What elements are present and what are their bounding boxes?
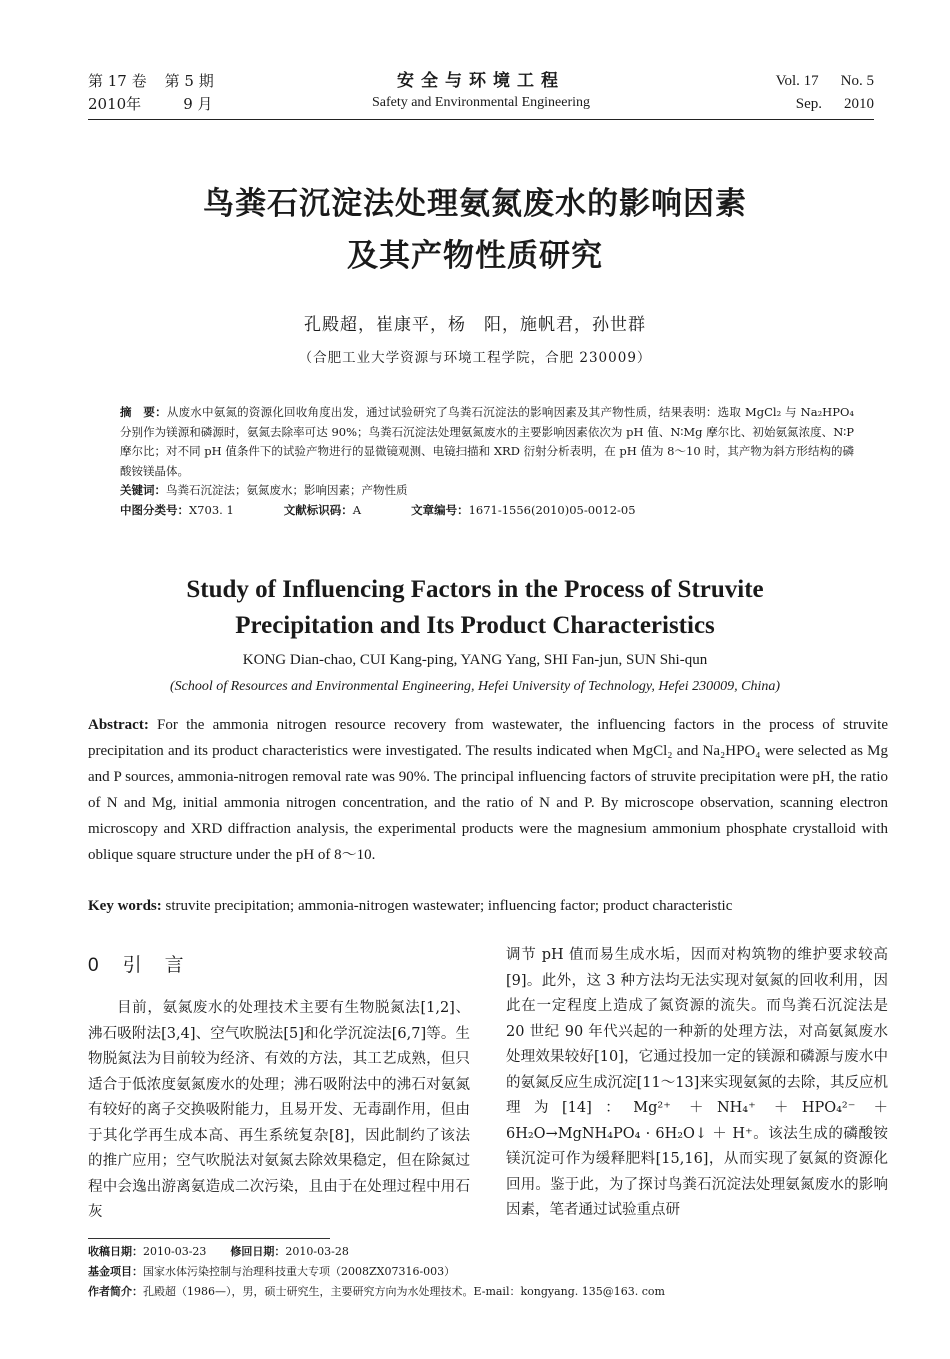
header-rule xyxy=(88,119,874,120)
received-date: 2010-03-23 xyxy=(143,1245,207,1258)
keywords-en-label: Key words: xyxy=(88,898,162,914)
revised-label: 修回日期： xyxy=(230,1245,286,1258)
title-cn-line2: 及其产物性质研究 xyxy=(347,238,603,274)
abstract-en xyxy=(88,712,888,868)
journal-name-en: Safety and Environmental Engineering xyxy=(371,95,591,110)
article-title-en xyxy=(40,572,910,644)
clc-value: X703. 1 xyxy=(189,502,234,517)
abstract-cn-label: 摘 要： xyxy=(120,405,167,419)
volume-cn: 第 17 卷 xyxy=(88,72,147,90)
received-label: 收稿日期： xyxy=(88,1245,143,1258)
body-column-right xyxy=(506,943,888,1224)
footnote-fund xyxy=(88,1262,888,1282)
authors-cn: 孔殿超，崔康平，杨 阳，施帆君，孙世群 xyxy=(304,315,646,335)
title-en-line1: Study of Influencing Factors in the Process of Struvite xyxy=(186,576,764,603)
issue-cn: 第 5 期 xyxy=(164,72,214,90)
header-center xyxy=(88,70,874,114)
journal-name-cn: 安全与环境工程 xyxy=(397,71,565,91)
header-right xyxy=(776,70,874,116)
revised-date: 2010-03-28 xyxy=(285,1245,349,1258)
running-header xyxy=(88,70,874,116)
body-column-left xyxy=(88,996,470,1226)
section-number: 0 xyxy=(88,955,101,976)
footnote-dates xyxy=(88,1242,888,1262)
title-en-line2: Precipitation and Its Product Characteristics xyxy=(235,612,715,639)
keywords-cn-label: 关键词： xyxy=(120,483,166,497)
body-right-text-1: 调节 pH 值而易生成水垢，因而对构筑物的维护要求较高[9]。此外，这 3 种方法均无法实现对氨氮的回收利用，因此在一定程度上造成了氮资源的流失。而鸟粪石沉淀法是 20 世纪 90 年代兴起的一种新的处理方法，对高氨氮废水处理效果较好[10]，它通过投加一定的镁源和磷源与废水中的氨氮反应生成沉淀[11～13]来实现氨氮的去除，其反应机理为[14]： xyxy=(506,947,888,1116)
keywords-cn-text: 鸟粪石沉淀法；氨氮废水；影响因素；产物性质 xyxy=(166,483,408,497)
volume-en: Vol. 17 xyxy=(775,73,819,89)
article-no-label: 文章编号： xyxy=(411,502,469,517)
article-title-cn xyxy=(60,178,890,282)
month-cn: 9 月 xyxy=(183,95,213,113)
clc-label: 中图分类号： xyxy=(120,502,189,517)
abstract-en-label: Abstract: xyxy=(88,717,149,733)
doc-code-value: A xyxy=(352,502,362,517)
abstract-cn-block xyxy=(120,403,854,520)
body-paragraph-left: 目前，氨氮废水的处理技术主要有生物脱氮法[1,2]、沸石吸附法[3,4]、空气吹脱法[5]和化学沉淀法[6,7]等。生物脱氮法为目前较为经济、有效的方法，其工艺成熟，但只适合于低浓度氨氮废水的处理；沸石吸附法中的沸石对氨氮有较好的离子交换吸附能力，且易开发、无毒副作用，但由于其化学再生成本高、再生系统复杂[8]，因此制约了该法的推广应用；空气吹脱法对氨氮去除效果稳定，但在除氮过程中会逸出游离氨造成二次污染，且由于在处理过程中用石灰 xyxy=(88,1000,470,1220)
year-en: 2010 xyxy=(844,96,874,112)
bio-label: 作者简介： xyxy=(88,1285,143,1298)
affiliation-en: (School of Resources and Environmental Engineering, Hefei University of Technology, Hefei 230009, China) xyxy=(169,679,781,694)
authors-en: KONG Dian-chao, CUI Kang-ping, YANG Yang, SHI Fan-jun, SUN Shi-qun xyxy=(242,652,708,668)
body-right-text-2: 该法生成的磷酸铵镁沉淀可作为缓释肥料[15,16]，从而实现了氨氮的资源化回用。鉴于此，为了探讨鸟粪石沉淀法处理氨氮废水的影响因素，笔者通过试验重点研 xyxy=(506,1125,889,1218)
keywords-en-text: struvite precipitation; ammonia-nitrogen wastewater; influencing factor; product characteristic xyxy=(165,898,733,914)
classification-row xyxy=(120,501,854,521)
fund-label: 基金项目： xyxy=(88,1265,143,1278)
doc-code-label: 文献标识码： xyxy=(283,502,353,517)
body-paragraph-right xyxy=(506,943,888,1224)
section-heading xyxy=(88,950,186,977)
affiliation-cn: （合肥工业大学资源与环境工程学院，合肥 230009） xyxy=(298,350,652,366)
keywords-en xyxy=(88,893,888,919)
footnote-rule xyxy=(88,1238,330,1239)
bio-text: 孔殿超（1986—），男，硕士研究生，主要研究方向为水处理技术。E-mail：kongyang. 135@163. com xyxy=(143,1285,665,1298)
abstract-cn-text: 从废水中氨氮的资源化回收角度出发，通过试验研究了鸟粪石沉淀法的影响因素及其产物性质，结果表明：选取 MgCl₂ 与 Na₂HPO₄ 分别作为镁源和磷源时，氨氮去除率可达 90%；鸟粪石沉淀法处理氨氮废水的主要影响因素依次为 pH 值、N∶Mg 摩尔比、初始氨氮浓度、N∶P 摩尔比；对不同 pH 值条件下的试验产物进行的显微镜观测、电镜扫描和 XRD 衍射分析表明，在 pH 值为 8～10 时，其产物为斜方形结构的磷酸铵镁晶体。 xyxy=(120,405,854,478)
reaction-equation: Mg²⁺ ＋NH₄⁺ ＋HPO₄²⁻ ＋6H₂O→MgNH₄PO₄ · 6H₂O↓ ＋ H⁺。 xyxy=(506,1100,889,1142)
footnote-bio xyxy=(88,1282,888,1302)
abstract-en-text: For the ammonia nitrogen resource recovery from wastewater, the influencing factors in the process of struvite precipitation and its product characteristics were investigated. The results indicated when MgCl₂ and Na₂HPO₄ were selected as Mg and P sources, ammonia-nitrogen removal rate was 90%. The principal influencing factors of struvite precipitation were pH, the ratio of N and Mg, initial ammonia nitrogen concentration, and the ratio of N and P. By microscope observation, scanning electron microscopy and XRD diffraction analysis, the experimental products were the magnesium ammonium phosphate crystalloid with oblique square structure under the pH of 8～10. xyxy=(88,717,888,863)
fund-text: 国家水体污染控制与治理科技重大专项（2008ZX07316-003） xyxy=(143,1265,456,1278)
keywords-cn xyxy=(120,481,854,501)
footnotes xyxy=(88,1242,888,1302)
title-cn-line1: 鸟粪石沉淀法处理氨氮废水的影响因素 xyxy=(203,186,747,222)
issue-en: No. 5 xyxy=(840,73,874,89)
abstract-cn xyxy=(120,403,854,481)
month-en: Sep. xyxy=(795,96,822,112)
article-no-value: 1671-1556(2010)05-0012-05 xyxy=(468,502,636,517)
section-title: 引 言 xyxy=(122,954,186,976)
year-cn: 2010年 xyxy=(88,95,142,113)
